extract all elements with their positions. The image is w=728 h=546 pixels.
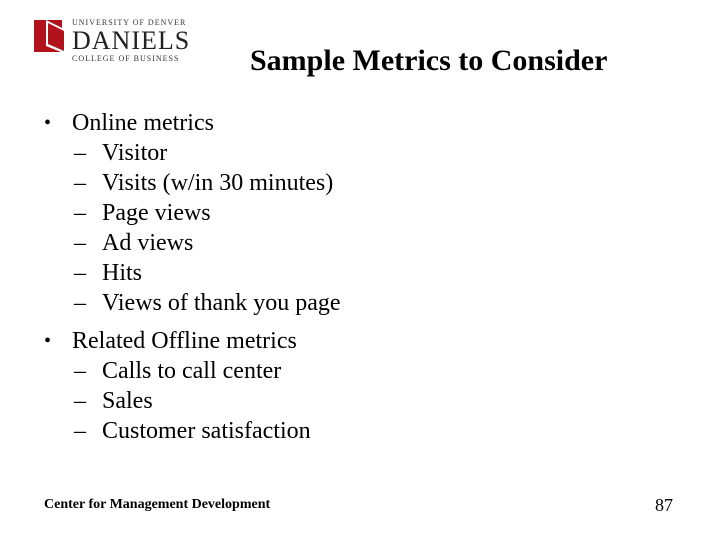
bullet-dot-icon: •	[44, 112, 52, 134]
dash-icon: –	[74, 418, 86, 444]
bullet-online-metrics	[44, 108, 341, 138]
sub-item	[44, 228, 341, 258]
sub-item	[44, 138, 341, 168]
dash-icon: –	[74, 290, 86, 316]
daniels-logo-mark-icon	[32, 16, 68, 56]
sub-item-label: Hits	[102, 260, 143, 286]
bullet-offline-metrics	[44, 326, 341, 356]
sub-item	[44, 258, 341, 288]
daniels-logo	[32, 16, 191, 80]
dash-icon: –	[74, 388, 86, 414]
daniels-logo-text	[72, 18, 191, 64]
slide-content	[44, 108, 341, 446]
page-number: 87	[655, 495, 673, 515]
sub-item	[44, 386, 341, 416]
logo-bottom-text: COLLEGE OF BUSINESS	[72, 54, 180, 63]
spacer	[44, 318, 341, 326]
slide-title: Sample Metrics to Consider	[250, 44, 608, 77]
dash-icon: –	[74, 140, 86, 166]
sub-item-label: Ad views	[102, 230, 194, 256]
dash-icon: –	[74, 230, 86, 256]
sub-item-label: Calls to call center	[102, 358, 282, 384]
logo-top-text: UNIVERSITY OF DENVER	[72, 18, 187, 27]
footer-org-name: Center for Management Development	[44, 497, 271, 512]
bullet-dot-icon: •	[44, 330, 52, 352]
sub-item	[44, 416, 341, 446]
sub-item-label: Customer satisfaction	[102, 418, 311, 444]
sub-item-label: Views of thank you page	[102, 290, 341, 316]
sub-item-label: Visits (w/in 30 minutes)	[102, 170, 334, 196]
sub-item	[44, 198, 341, 228]
sub-item	[44, 288, 341, 318]
bullet-label: Online metrics	[72, 110, 214, 136]
sub-item	[44, 356, 341, 386]
sub-item-label: Visitor	[102, 140, 168, 166]
logo-main-text: DANIELS	[72, 26, 191, 55]
dash-icon: –	[74, 358, 86, 384]
sub-item-label: Page views	[102, 200, 211, 226]
sub-item	[44, 168, 341, 198]
sub-item-label: Sales	[102, 388, 153, 414]
dash-icon: –	[74, 260, 86, 286]
bullet-label: Related Offline metrics	[72, 328, 297, 354]
dash-icon: –	[74, 200, 86, 226]
dash-icon: –	[74, 170, 86, 196]
